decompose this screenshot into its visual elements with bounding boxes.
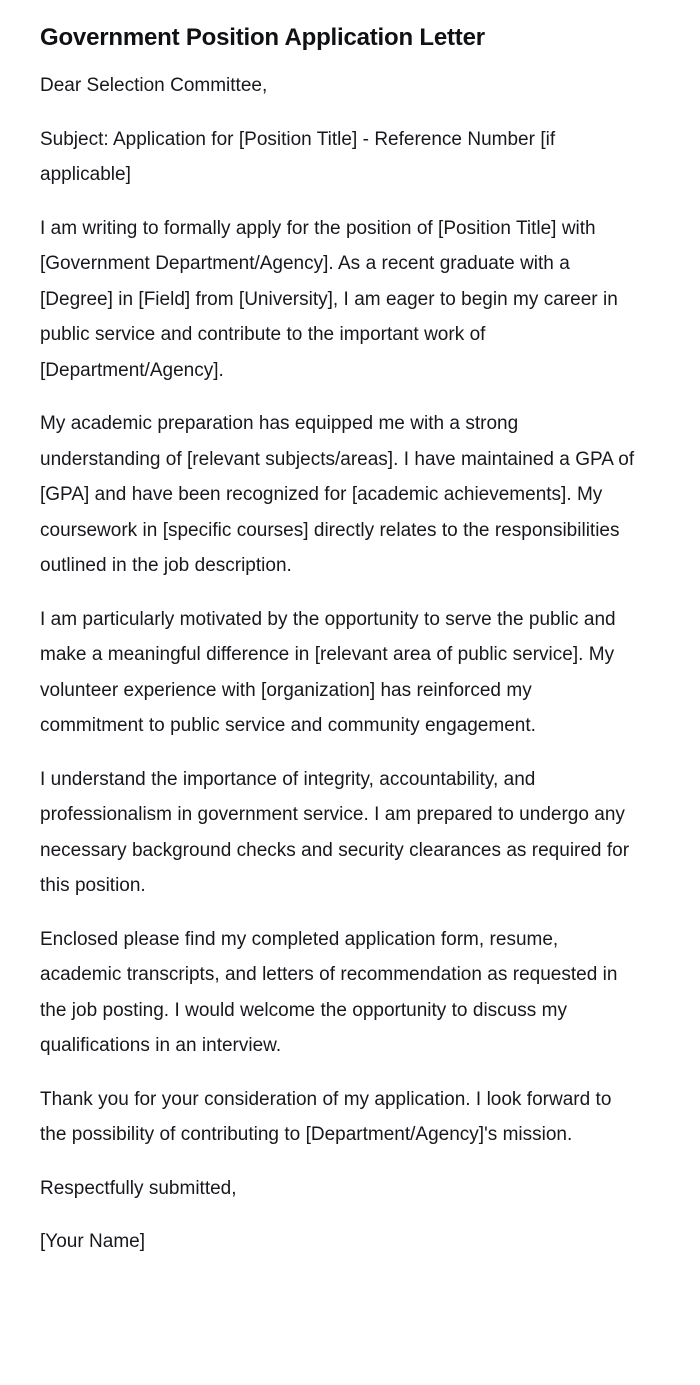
- subject-line-paragraph: Subject: Application for [Position Title] - Reference Number [if applicable]: [40, 128, 556, 185]
- body-paragraph-2: My academic preparation has equipped me with a strong understanding of [relevant subjects/areas]. I have maintained a GPA of [GPA] and have been recognized for [academic achievements]. My coursework in [specific courses] directly relates to the responsibilities outlined in the job description.: [40, 413, 635, 576]
- body-paragraph-3: I am particularly motivated by the opportunity to serve the public and make a meaningful difference in [relevant area of public service]. My volunteer experience with [organization] has reinforced my commitment to public service and community engagement.: [40, 608, 616, 736]
- letter-body: [40, 68, 640, 1260]
- signature-paragraph: [Your Name]: [40, 1231, 146, 1252]
- body-paragraph-1: I am writing to formally apply for the position of [Position Title] with [Government Department/Agency]. As a recent graduate with a [Degree] in [Field] from [University], I am eager to begin my career in public service and contribute to the important work of [Department/Agency].: [40, 217, 618, 381]
- closing-paragraph: Respectfully submitted,: [40, 1177, 237, 1199]
- salutation-paragraph: Dear Selection Committee,: [40, 75, 268, 96]
- page-title: Government Position Application Letter: [40, 24, 485, 51]
- body-paragraph-5: Enclosed please find my completed application form, resume, academic transcripts, and letters of recommendation as requested in the job posting. I would welcome the opportunity to discuss my qualifications in an interview.: [40, 928, 618, 1056]
- body-paragraph-6: Thank you for your consideration of my application. I look forward to the possibility of contributing to [Department/Agency]'s mission.: [40, 1088, 612, 1145]
- body-paragraph-4: I understand the importance of integrity, accountability, and professionalism in government service. I am prepared to undergo any necessary background checks and security clearances as required for this position.: [40, 768, 630, 896]
